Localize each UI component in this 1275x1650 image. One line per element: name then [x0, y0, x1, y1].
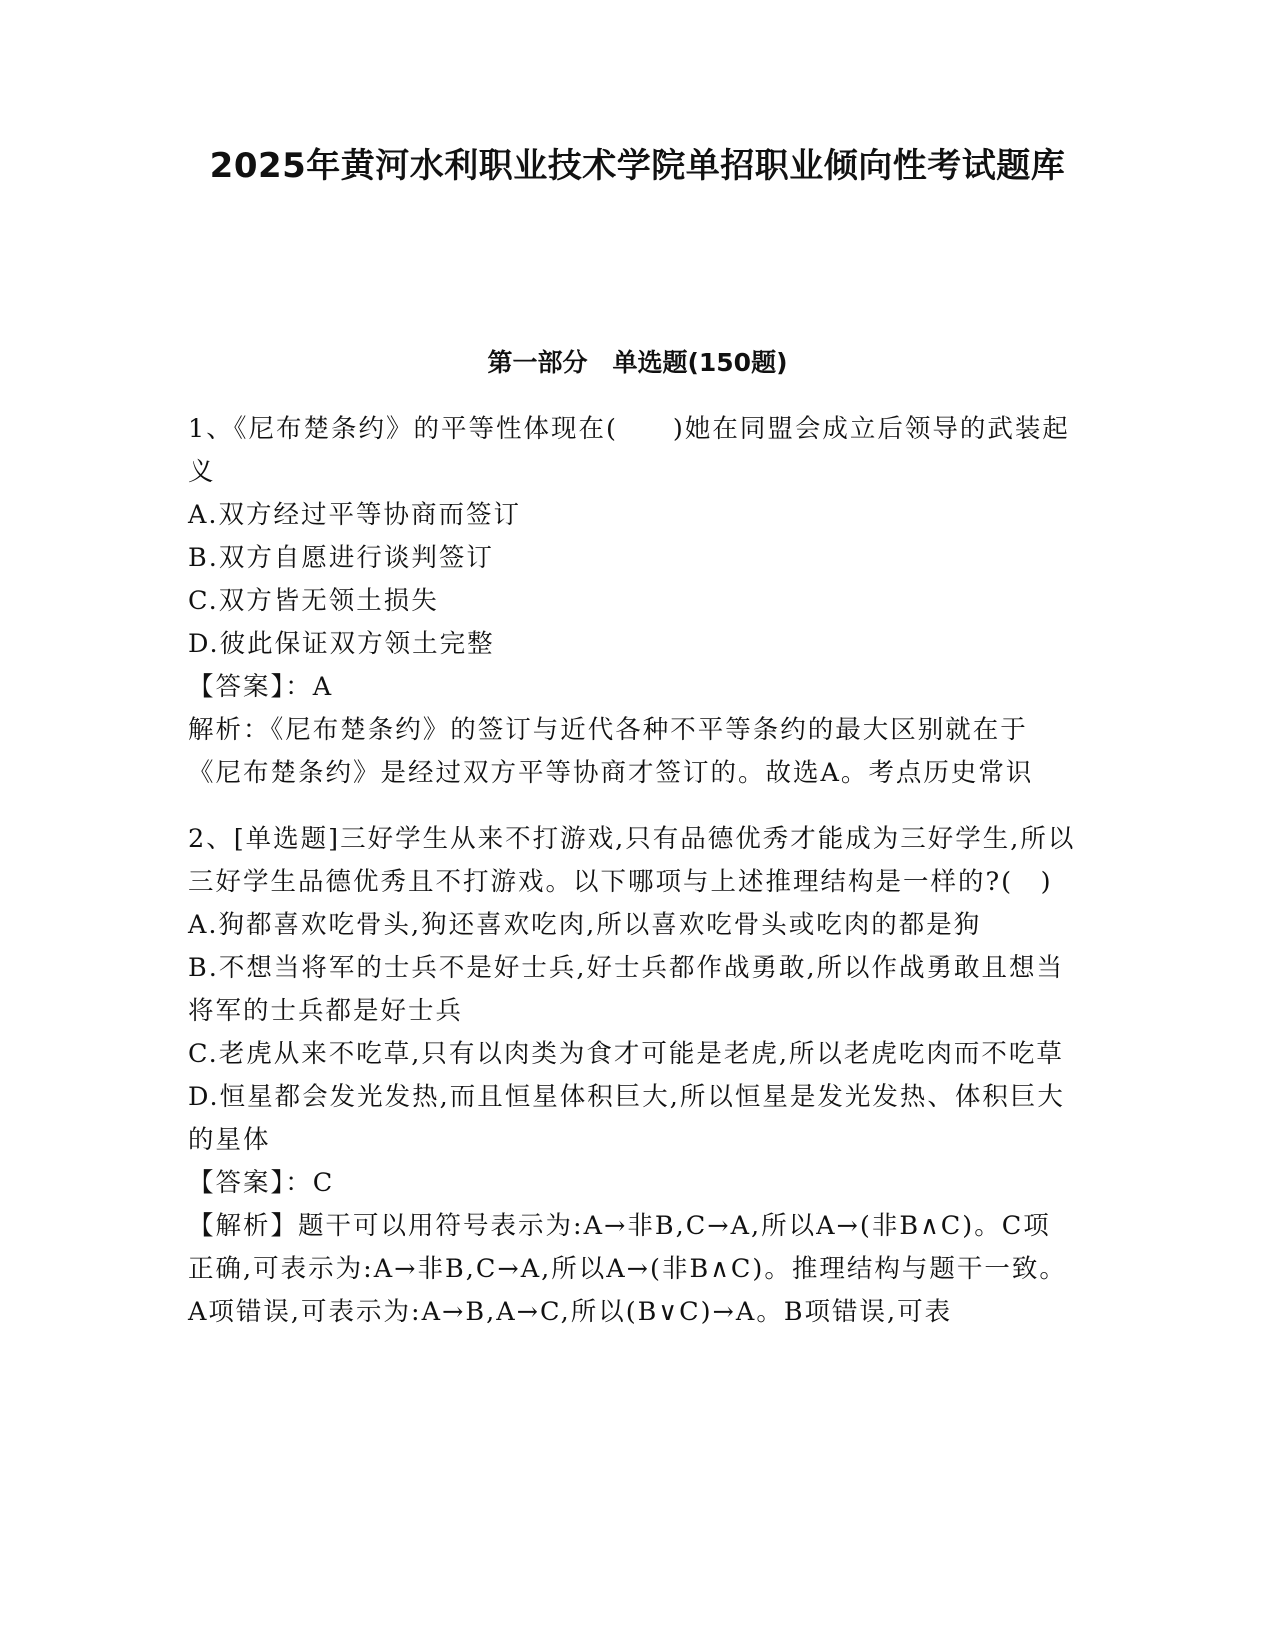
analysis-text: 解析：《尼布楚条约》的签订与近代各种不平等条约的最大区别就在于《尼布楚条约》是经过双方平等协商才签订的。故选A。考点历史常识: [188, 715, 1034, 788]
option-a: A.狗都喜欢吃骨头,狗还喜欢吃肉,所以喜欢吃骨头或吃肉的都是狗: [188, 910, 982, 940]
option-c: C.老虎从来不吃草,只有以肉类为食才可能是老虎,所以老虎吃肉而不吃草: [188, 1039, 1064, 1069]
option-c: C.双方皆无领土损失: [188, 586, 439, 616]
question-1: [188, 408, 1078, 795]
option-b: B.双方自愿进行谈判签订: [188, 543, 494, 573]
analysis-text: 【解析】题干可以用符号表示为:A→非B,C→A,所以A→(非B∧C)。C项正确,可表示为:A→非B,C→A,所以A→(非B∧C)。推理结构与题干一致。A项错误,可表示为:A→B,A→C,所以(B∨C)→A。B项错误,可表: [188, 1211, 1067, 1327]
document-title: 2025年黄河水利职业技术学院单招职业倾向性考试题库: [209, 146, 1066, 186]
answer-line: 【答案】：A: [188, 672, 334, 702]
option-b: B.不想当将军的士兵不是好士兵,好士兵都作战勇敢,所以作战勇敢且想当将军的士兵都是好士兵: [188, 953, 1065, 1026]
question-stem: 2、[单选题]三好学生从来不打游戏,只有品德优秀才能成为三好学生,所以三好学生品德优秀且不打游戏。以下哪项与上述推理结构是一样的?( ): [188, 824, 1076, 897]
answer-line: 【答案】：C: [188, 1168, 335, 1198]
question-stem: 1、《尼布楚条约》的平等性体现在( )她在同盟会成立后领导的武装起义: [188, 414, 1070, 487]
question-list: [188, 408, 1078, 1334]
option-d: D.彼此保证双方领土完整: [188, 629, 495, 659]
question-2: [188, 818, 1078, 1334]
option-a: A.双方经过平等协商而签订: [188, 500, 522, 530]
option-d: D.恒星都会发光发热,而且恒星体积巨大,所以恒星是发光发热、体积巨大的星体: [188, 1082, 1065, 1155]
section-title: 第一部分 单选题(150题): [487, 348, 788, 377]
